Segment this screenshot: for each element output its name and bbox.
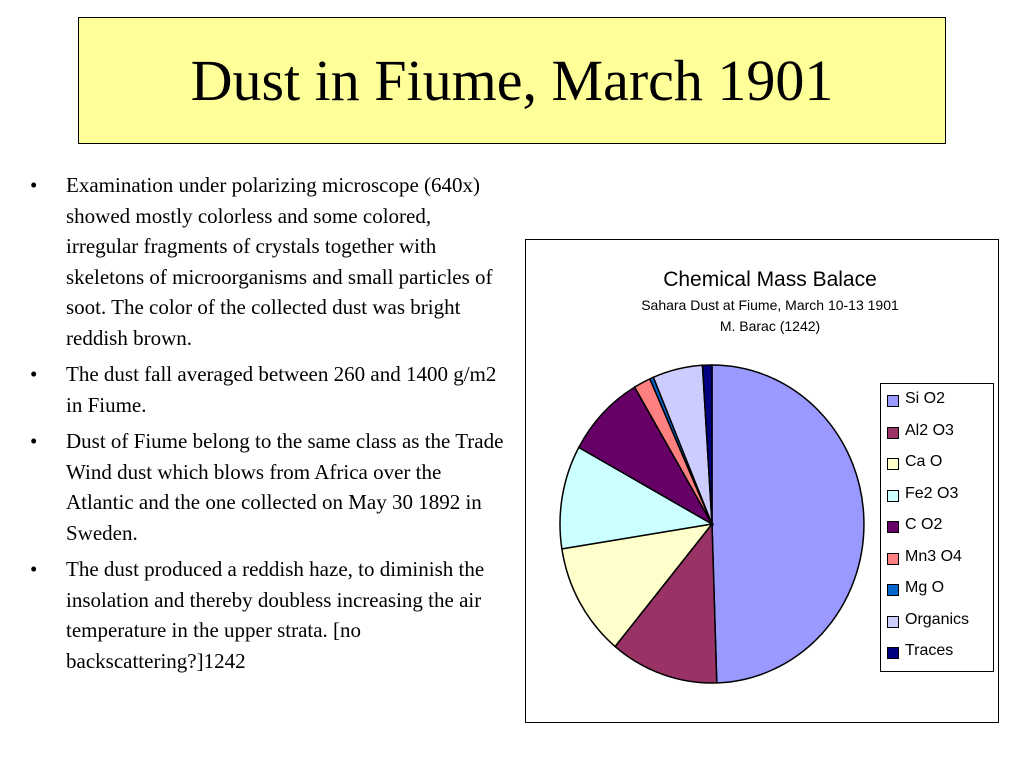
legend-label: Si O2 [905,390,946,407]
legend-item [887,642,993,674]
bullet-item [28,426,508,548]
legend-swatch [887,647,899,659]
chart-title: Chemical Mass Balace [663,268,877,291]
legend-item [887,453,993,485]
slide-title: Dust in Fiume, March 1901 [190,48,834,113]
legend-label: Mg O [905,579,945,596]
legend-swatch [887,584,899,596]
legend-swatch [887,395,899,407]
title-box [78,17,946,144]
bullet-item [28,359,508,420]
chart-legend [880,383,994,672]
pie-slice-sio2 [712,365,864,683]
bullet-item [28,554,508,676]
bullet-text: Dust of Fiume belong to the same class as the Trade Wind dust which blows from Africa over the Atlantic and the one collected on May 30 1892 in Sweden. [66,429,504,545]
legend-label: Mn3 O4 [905,547,962,565]
legend-item [887,485,993,517]
legend-label: C O2 [905,516,943,533]
pie-slices [560,365,864,683]
chart-subtitle-author: M. Barac (1242) [719,318,821,334]
bullet-marker: • [30,429,38,453]
legend-label: Ca O [905,453,943,470]
legend-swatch [887,490,899,502]
bullet-list [28,170,508,682]
legend-label: Traces [905,642,954,659]
bullet-text: The dust produced a reddish haze, to diminish the insolation and thereby doubless increasing the air temperature in the upper strata. [no backscattering?]1242 [66,557,485,673]
bullet-marker: • [30,557,38,581]
pie-chart [525,239,999,723]
legend-swatch [887,521,899,533]
bullet-marker: • [30,362,38,386]
legend-swatch [887,553,899,565]
legend-item [887,548,993,580]
legend-swatch [887,458,899,470]
legend-label: Organics [905,610,970,628]
legend-item [887,516,993,548]
bullet-text: Examination under polarizing microscope (640x) showed mostly colorless and some colored, irregular fragments of crystals together with skeletons of microorganisms and small particles of soot. The color of the collected dust was bright reddish brown. [66,173,493,350]
bullet-item [28,170,508,353]
legend-swatch [887,427,899,439]
legend-label: Fe2 O3 [905,484,959,502]
legend-label: Al2 O3 [905,421,954,439]
legend-swatch [887,616,899,628]
legend-item [887,611,993,643]
bullet-text: The dust fall averaged between 260 and 1400 g/m2 in Fiume. [66,362,497,417]
chart-subtitle: Sahara Dust at Fiume, March 10-13 1901 [641,297,899,313]
legend-item [887,390,993,422]
bullet-marker: • [30,173,38,197]
legend-item [887,579,993,611]
legend-item [887,422,993,454]
